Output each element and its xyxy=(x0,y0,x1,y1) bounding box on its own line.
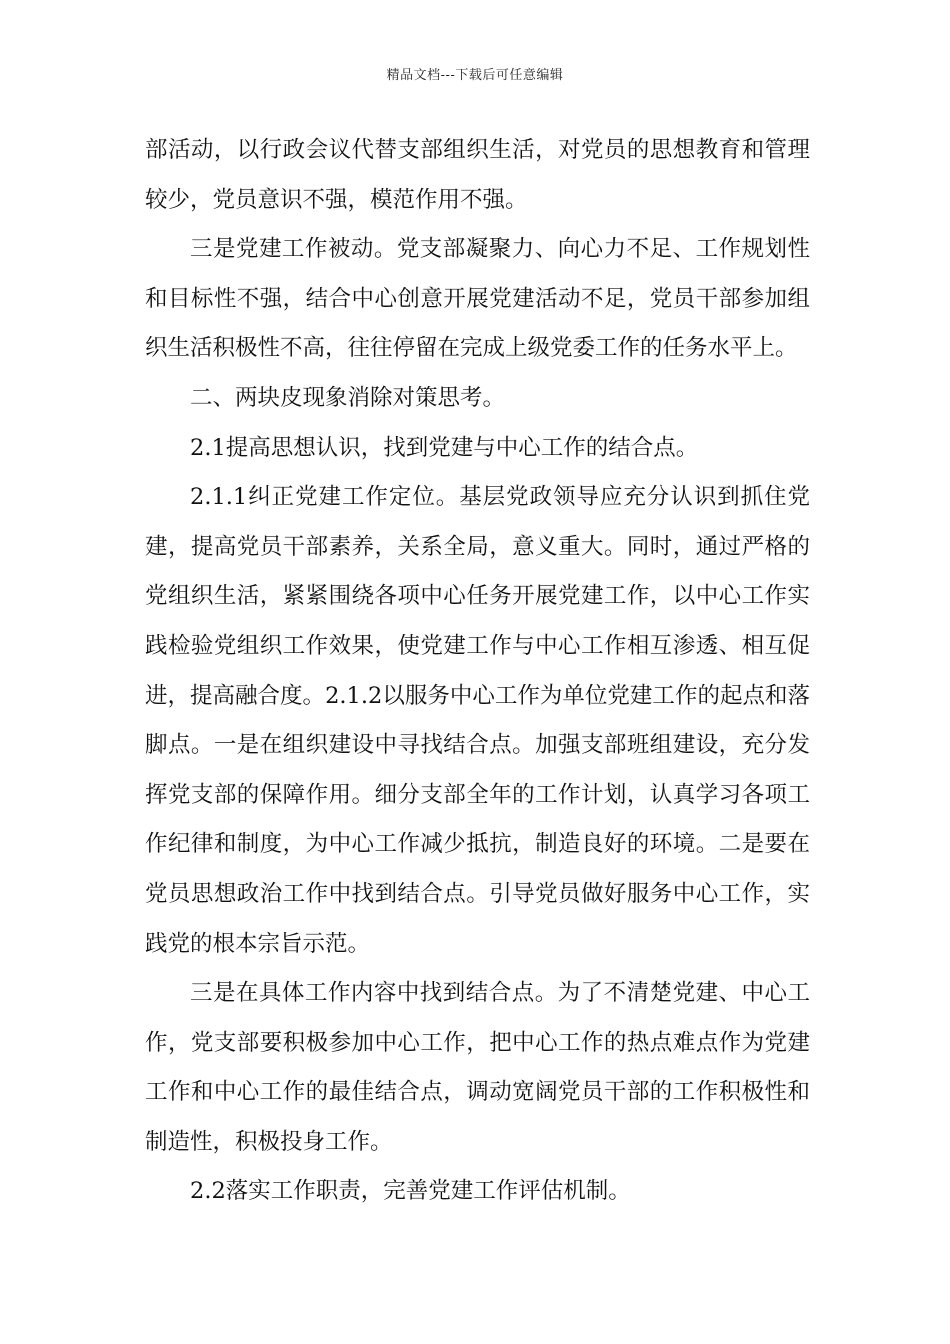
paragraph-2-1-1: 2.1.1纠正党建工作定位。基层党政领导应充分认识到抓住党建，提高党员干部素养，关系全局，意义重大。同时，通过严格的党组织生活，紧紧围绕各项中心任务开展党建工作，以中心工作实践检验党组织工作效果，使党建工作与中心工作相互渗透、相互促进，提高融合度。2.1.2以服务中心工作为单位党建工作的起点和落脚点。一是在组织建设中寻找结合点。加强支部班组建设，充分发挥党支部的保障作用。细分支部全年的工作计划，认真学习各项工作纪律和制度，为中心工作减少抵抗，制造良好的环境。二是要在党员思想政治工作中找到结合点。引导党员做好服务中心工作，实践党的根本宗旨示范。 xyxy=(145,484,810,957)
section-heading-2: 二、两块皮现象消除对策思考。 xyxy=(190,384,506,411)
paragraph-1: 部活动，以行政会议代替支部组织生活，对党员的思想教育和管理较少，党员意识不强，模范作用不强。 xyxy=(145,137,810,213)
subsection-heading-2-2: 2.2落实工作职责，完善党建工作评估机制。 xyxy=(190,1178,631,1205)
subsection-heading-2-1: 2.1提高思想认识，找到党建与中心工作的结合点。 xyxy=(190,434,699,461)
page-header: 精品文档---下载后可任意编辑 xyxy=(386,68,564,83)
document-body xyxy=(145,126,810,1217)
paragraph-2: 三是党建工作被动。党支部凝聚力、向心力不足、工作规划性和目标性不强，结合中心创意开展党建活动不足，党员干部参加组织生活积极性不高，往往停留在完成上级党委工作的任务水平上。 xyxy=(145,236,810,362)
paragraph-3: 三是在具体工作内容中找到结合点。为了不清楚党建、中心工作，党支部要积极参加中心工作，把中心工作的热点难点作为党建工作和中心工作的最佳结合点，调动宽阔党员干部的工作积极性和制造性，积极投身工作。 xyxy=(145,980,810,1155)
